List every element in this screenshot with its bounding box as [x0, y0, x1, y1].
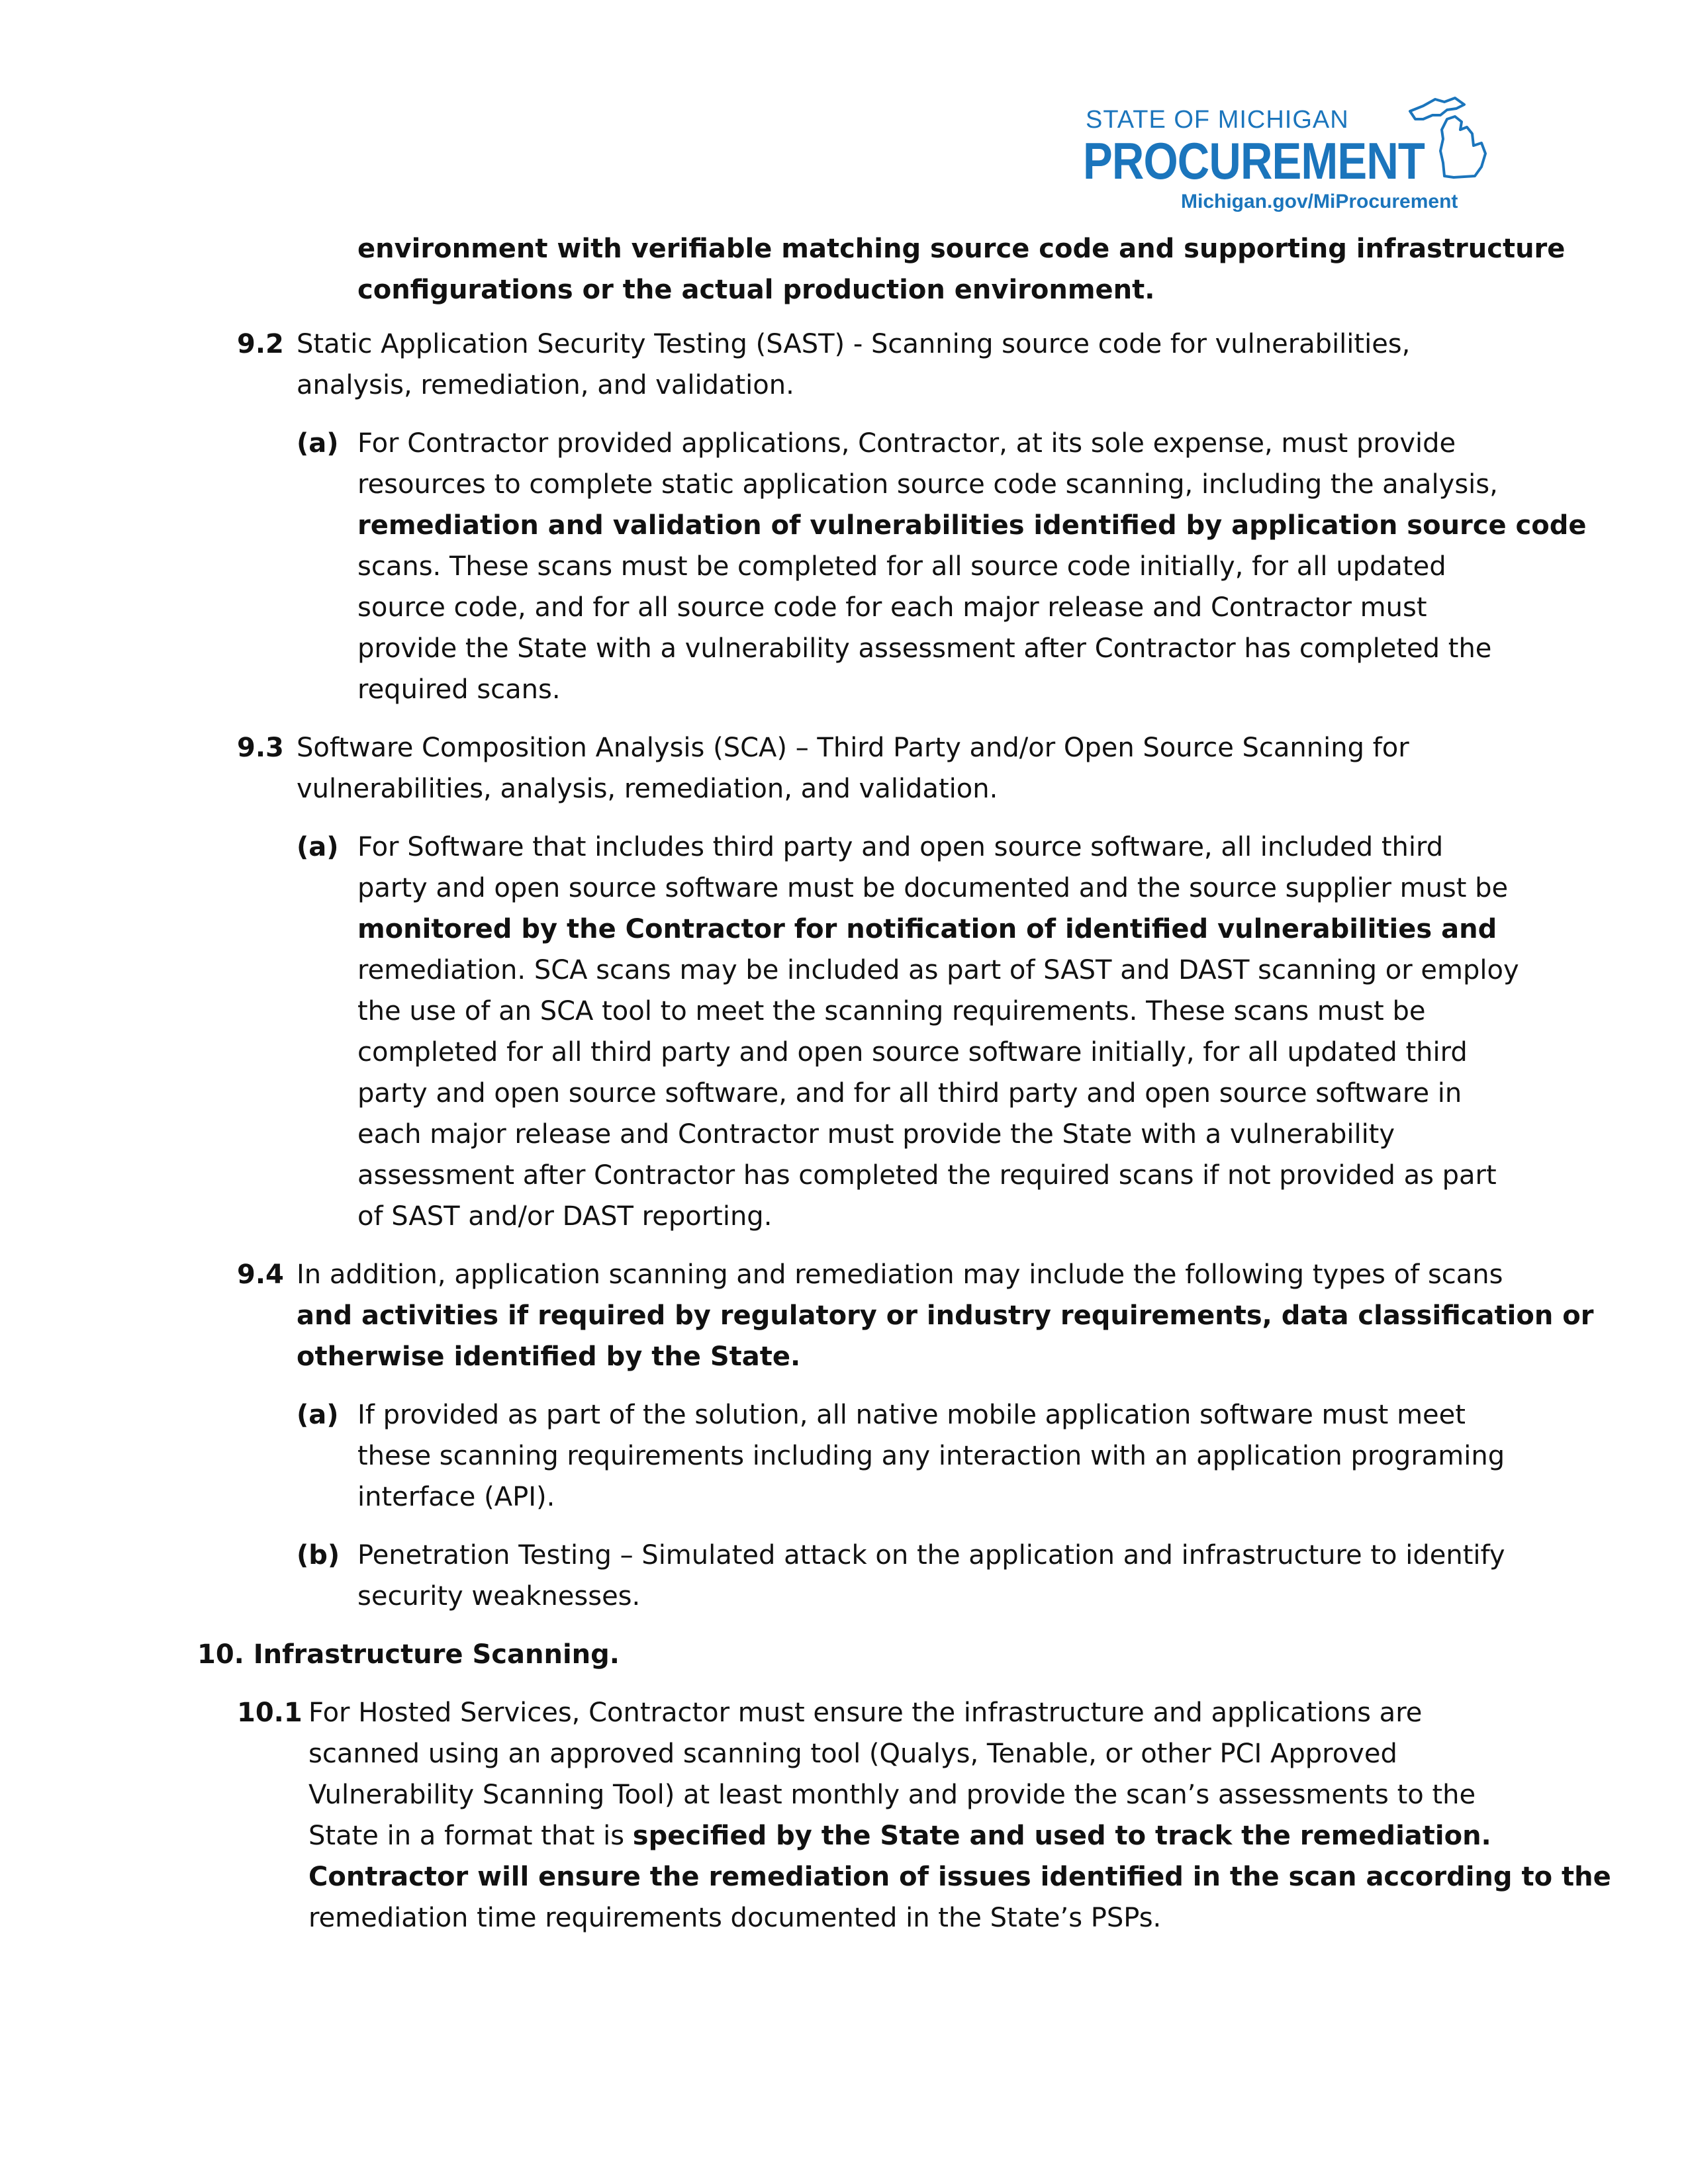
- item-9-3-a-line-7: party and open source software, and for all third party and open source software in: [357, 1078, 1462, 1109]
- item-label-9-4-a: (a): [297, 1400, 339, 1430]
- item-9-3-a-line-10: of SAST and/or DAST reporting.: [357, 1201, 773, 1232]
- logo-procurement-text: PROCUREMENT: [1083, 132, 1425, 190]
- section-9-3-line-2: vulnerabilities, analysis, remediation, and validation.: [297, 774, 998, 804]
- section-10-1-line-4-bold: specified by the State and used to track the remediation.: [632, 1821, 1491, 1851]
- section-10-1-line-5: Contractor will ensure the remediation of issues identified in the scan according to the: [308, 1862, 1611, 1892]
- item-label-9-4-b: (b): [297, 1540, 340, 1570]
- procurement-logo: [1072, 93, 1496, 225]
- section-9-2-line-2: analysis, remediation, and validation.: [297, 370, 794, 400]
- section-9-3-line-1: Software Composition Analysis (SCA) – Third Party and/or Open Source Scanning for: [297, 733, 1409, 763]
- section-10-1-line-4: [308, 1816, 1491, 1856]
- continuation-line-1: environment with verifiable matching source code and supporting infrastructure: [357, 234, 1566, 264]
- item-9-3-a-line-8: each major release and Contractor must provide the State with a vulnerability: [357, 1119, 1395, 1150]
- section-10-1-line-3: Vulnerability Scanning Tool) at least monthly and provide the scan’s assessments to the: [308, 1780, 1476, 1810]
- item-9-2-a-line-7: required scans.: [357, 674, 561, 705]
- item-label-9-3-a: (a): [297, 832, 339, 862]
- section-number-10-1: 10.1: [237, 1698, 303, 1728]
- item-9-2-a-line-5: source code, and for all source code for each major release and Contractor must: [357, 592, 1427, 623]
- section-10-1-line-1: For Hosted Services, Contractor must ensure the infrastructure and applications are: [308, 1698, 1423, 1728]
- item-9-4-b-line-2: security weaknesses.: [357, 1581, 641, 1612]
- section-number-9-3: 9.3: [237, 733, 284, 763]
- section-10-1-line-2: scanned using an approved scanning tool (Qualys, Tenable, or other PCI Approved: [308, 1739, 1397, 1769]
- section-9-2-line-1: Static Application Security Testing (SAST) - Scanning source code for vulnerabilities,: [297, 329, 1411, 359]
- item-9-3-a-line-2: party and open source software must be documented and the source supplier must be: [357, 873, 1509, 903]
- item-9-4-b-line-1: Penetration Testing – Simulated attack on the application and infrastructure to identify: [357, 1540, 1505, 1570]
- item-9-3-a-line-4: remediation. SCA scans may be included as part of SAST and DAST scanning or employ: [357, 955, 1519, 985]
- item-9-2-a-line-3: remediation and validation of vulnerabilities identified by application source code: [357, 510, 1587, 541]
- section-heading-10: 10. Infrastructure Scanning.: [197, 1639, 620, 1670]
- section-10-1-line-6: remediation time requirements documented in the State’s PSPs.: [308, 1903, 1162, 1933]
- item-9-2-a-line-1: For Contractor provided applications, Contractor, at its sole expense, must provide: [357, 428, 1456, 459]
- item-9-3-a-line-1: For Software that includes third party and open source software, all included third: [357, 832, 1444, 862]
- item-9-3-a-line-9: assessment after Contractor has completed the required scans if not provided as part: [357, 1160, 1497, 1191]
- continuation-line-2: configurations or the actual production environment.: [357, 275, 1155, 305]
- item-9-4-a-line-1: If provided as part of the solution, all native mobile application software must meet: [357, 1400, 1466, 1430]
- item-9-2-a-line-6: provide the State with a vulnerability assessment after Contractor has completed the: [357, 633, 1492, 664]
- item-9-3-a-line-6: completed for all third party and open source software initially, for all updated third: [357, 1037, 1468, 1068]
- section-9-4-line-1: In addition, application scanning and remediation may include the following types of scans: [297, 1259, 1503, 1290]
- item-9-3-a-line-5: the use of an SCA tool to meet the scanning requirements. These scans must be: [357, 996, 1426, 1026]
- section-10-1-line-4-plain: State in a format that is: [308, 1821, 633, 1851]
- item-9-2-a-line-4: scans. These scans must be completed for all source code initially, for all updated: [357, 551, 1446, 582]
- section-number-9-2: 9.2: [237, 329, 284, 359]
- item-9-2-a-line-2: resources to complete static application source code scanning, including the analysis,: [357, 469, 1498, 500]
- item-9-4-a-line-2: these scanning requirements including any interaction with an application programing: [357, 1441, 1505, 1471]
- logo-url-text: Michigan.gov/MiProcurement: [1181, 191, 1458, 212]
- logo-state-text: STATE OF MICHIGAN: [1086, 106, 1349, 134]
- section-9-4-line-3: otherwise identified by the State.: [297, 1342, 801, 1372]
- section-number-9-4: 9.4: [237, 1259, 284, 1290]
- michigan-map-icon: [1403, 93, 1496, 185]
- item-9-4-a-line-3: interface (API).: [357, 1482, 555, 1512]
- section-9-4-line-2: and activities if required by regulatory or industry requirements, data classification or: [297, 1300, 1594, 1331]
- item-label-9-2-a: (a): [297, 428, 339, 459]
- item-9-3-a-line-3: monitored by the Contractor for notification of identified vulnerabilities and: [357, 914, 1497, 944]
